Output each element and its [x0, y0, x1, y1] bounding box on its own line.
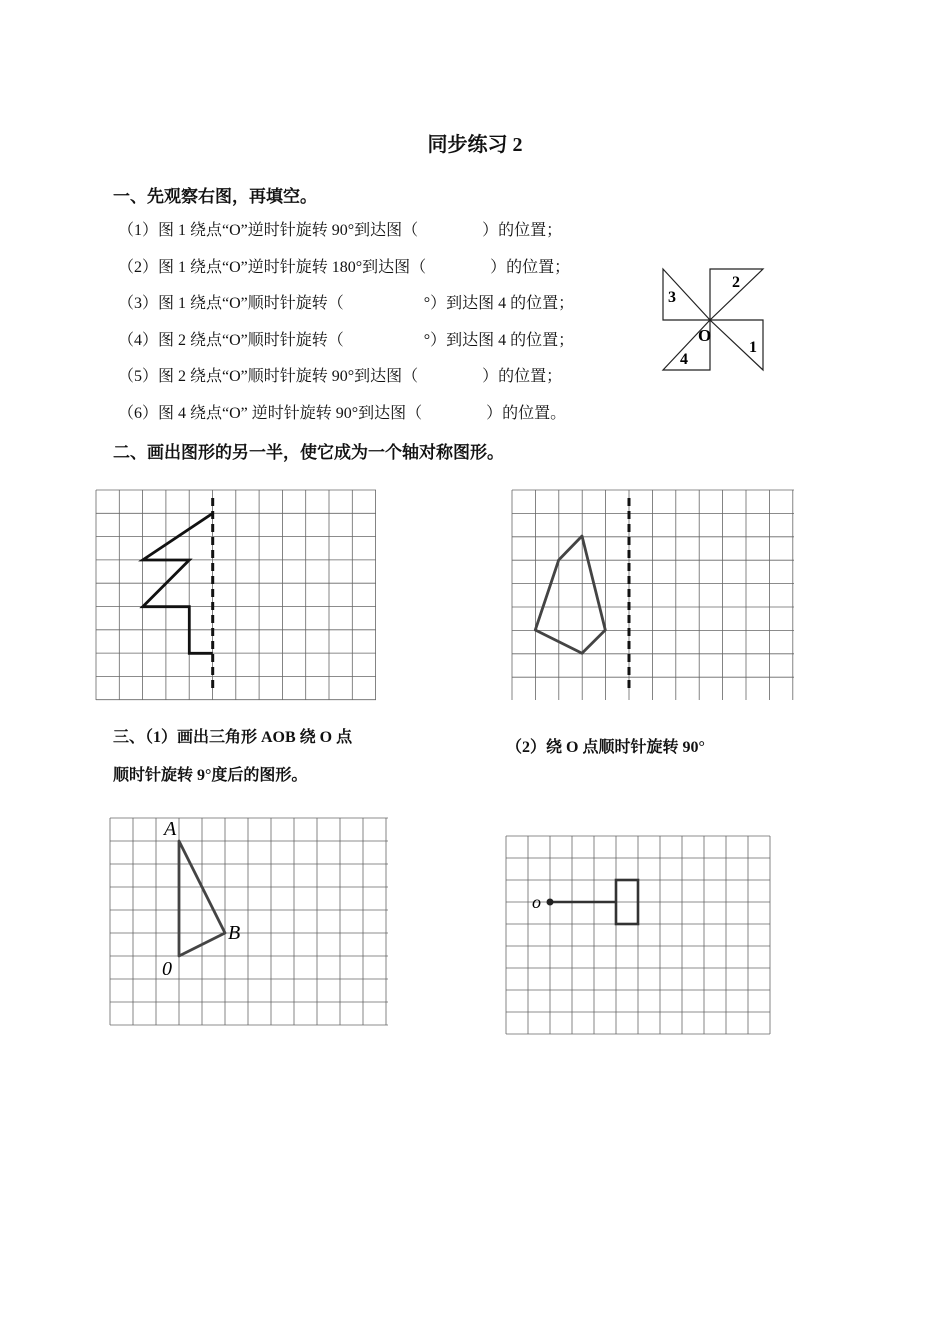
- triangle-grid: [110, 818, 392, 1028]
- rotation-point-o: [547, 899, 554, 906]
- symmetry-grid-right: [512, 490, 796, 702]
- pinwheel-figure: [660, 266, 770, 374]
- half-figure-right: [535, 536, 605, 653]
- symmetry-grid-left: [96, 490, 378, 702]
- rotation-label-o: o: [532, 892, 541, 912]
- question-1: （1）图 1 绕点“O”逆时针旋转 90°到达图（ ）的位置；: [118, 222, 563, 239]
- rotation-grid: [506, 836, 772, 1036]
- question-2: （2）图 1 绕点“O”逆时针旋转 180°到达图（ ）的位置；: [118, 259, 571, 276]
- page-title: 同步练习 2: [427, 134, 523, 156]
- pinwheel-label-3: 3: [668, 289, 676, 306]
- pinwheel-label-2: 2: [732, 274, 740, 291]
- pinwheel-label-4: 4: [680, 351, 688, 368]
- section3-part1-line1: 三、（1）画出三角形 AOB 绕 O 点: [113, 729, 353, 746]
- pinwheel-label-o: O: [698, 326, 712, 345]
- question-3: （3）图 1 绕点“O”顺时针旋转（ °）到达图 4 的位置；: [118, 295, 575, 312]
- section1-heading: 一、先观察右图，再填空。: [113, 187, 317, 206]
- triangle-label-a: A: [164, 818, 177, 840]
- section3-part2: （2）绕 O 点顺时针旋转 90°: [506, 739, 705, 756]
- question-4: （4）图 2 绕点“O”顺时针旋转（ °）到达图 4 的位置；: [118, 332, 575, 349]
- triangle-label-o: 0: [162, 958, 172, 980]
- section3-part1-line2: 顺时针旋转 9°度后的图形。: [113, 767, 308, 784]
- pinwheel-label-1: 1: [749, 339, 757, 356]
- question-6: （6）图 4 绕点“O” 逆时针旋转 90°到达图（ ）的位置。: [118, 405, 567, 422]
- question-5: （5）图 2 绕点“O”顺时针旋转 90°到达图（ ）的位置；: [118, 368, 563, 385]
- triangle-label-b: B: [228, 922, 241, 944]
- section2-heading: 二、画出图形的另一半，使它成为一个轴对称图形。: [113, 443, 504, 462]
